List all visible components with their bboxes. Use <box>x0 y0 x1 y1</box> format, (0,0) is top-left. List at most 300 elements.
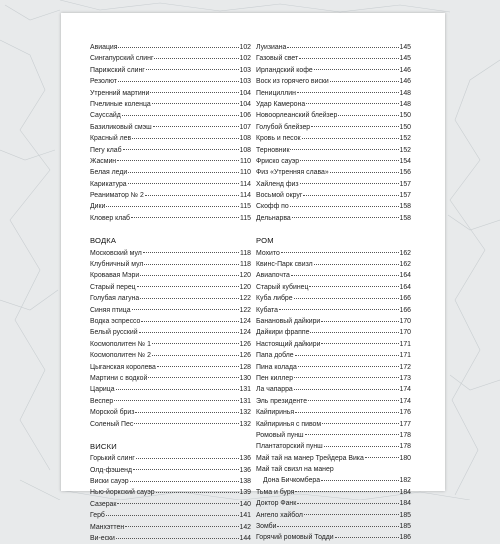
entry-title: Голубая лагуна <box>90 295 140 303</box>
entry-title: Фриско сауэр <box>256 157 300 165</box>
toc-entry <box>256 430 411 441</box>
toc-entry <box>256 156 411 167</box>
entry-page-number: 136 <box>239 466 251 474</box>
toc-entry <box>90 407 251 418</box>
entry-title: Манхэттен <box>90 523 125 531</box>
entry-page-number: 152 <box>399 135 411 143</box>
dot-leader <box>128 172 239 173</box>
toc-entry <box>256 350 411 361</box>
toc-entry <box>90 465 251 476</box>
dot-leader <box>131 217 239 218</box>
entry-page-number: 136 <box>239 455 251 463</box>
entry-title: Кровь и песок <box>256 135 301 143</box>
dot-leader <box>153 126 239 127</box>
dot-leader <box>125 526 238 527</box>
toc-entry <box>256 362 411 373</box>
entry-page-number: 140 <box>239 500 251 508</box>
entry-page-number: 180 <box>399 454 411 462</box>
toc-entry <box>90 533 251 544</box>
toc-entry <box>90 350 251 361</box>
dot-leader <box>132 309 239 310</box>
entry-title: Белая леди <box>90 169 128 177</box>
toc-entry <box>90 373 251 384</box>
entry-page-number: 156 <box>399 169 411 177</box>
entry-page-number: 120 <box>239 272 251 280</box>
entry-title: Авиация <box>90 44 118 51</box>
entry-title: Ромовый пунш <box>256 431 304 439</box>
entry-page-number: 110 <box>240 169 251 177</box>
toc-entry <box>256 384 411 395</box>
entry-title: Физ «Утренняя слава» <box>256 169 329 177</box>
dot-leader <box>116 389 239 390</box>
entry-page-number: 184 <box>399 500 411 508</box>
toc-entry <box>256 487 411 498</box>
dot-leader <box>137 286 239 287</box>
toc-entry <box>90 145 251 156</box>
entry-page-number: 132 <box>239 409 251 417</box>
dot-leader <box>145 195 239 196</box>
toc-entry <box>256 167 411 178</box>
toc-entry <box>90 88 251 99</box>
entry-title: Дики <box>90 203 106 211</box>
entry-title: Дона Бичкомбера <box>263 477 321 485</box>
toc-entry <box>90 156 251 167</box>
toc-entry <box>90 42 251 53</box>
dot-leader <box>308 400 398 401</box>
entry-title: Виски сауэр <box>90 478 129 486</box>
dot-leader <box>311 126 398 127</box>
entry-title: Май тай на манер Трейдера Вика <box>256 454 364 462</box>
entry-page-number: 178 <box>399 443 411 451</box>
entry-page-number: 106 <box>239 112 251 120</box>
book-page <box>61 13 445 543</box>
toc-entry <box>256 133 411 144</box>
entry-title: Резолют <box>90 78 117 86</box>
entry-title: Мартини с водкой <box>90 374 148 382</box>
dot-leader <box>290 149 398 150</box>
toc-entry <box>256 145 411 156</box>
dot-leader <box>122 115 239 116</box>
toc-entry <box>90 53 251 64</box>
entry-page-number: 174 <box>399 386 411 394</box>
entry-title: Московский мул <box>90 249 142 257</box>
dot-leader <box>134 423 238 424</box>
dot-leader <box>321 480 398 481</box>
entry-title: Дайкири фраппе <box>256 329 310 337</box>
entry-title: Банановый дайкири <box>256 318 321 325</box>
dot-leader <box>146 69 239 70</box>
entry-title: Водка эспрессо <box>90 318 141 325</box>
dot-leader <box>294 389 399 390</box>
toc-entry <box>90 282 251 293</box>
entry-page-number: 104 <box>239 100 251 108</box>
dot-leader <box>277 526 398 527</box>
entry-title: Доктор Фанк <box>256 500 297 508</box>
entry-title: Космополитен № 2 <box>90 352 151 360</box>
toc-entry <box>90 510 251 521</box>
entry-title: Старый перец <box>90 283 136 291</box>
toc-entry <box>256 464 411 475</box>
entry-title: Базиликовый смэш <box>90 123 152 131</box>
dot-leader <box>143 252 239 253</box>
entry-title: Олд-фэшенд <box>90 466 132 474</box>
entry-title: Пчелиные коленца <box>90 100 151 108</box>
entry-page-number: 131 <box>239 386 251 394</box>
dot-leader <box>294 377 398 378</box>
entry-page-number: 124 <box>239 329 251 337</box>
entry-page-number: 146 <box>399 66 411 74</box>
toc-entry <box>256 65 411 76</box>
toc-entry <box>256 179 411 190</box>
entry-title: Настоящий дайкири <box>256 340 321 348</box>
dot-leader <box>144 264 239 265</box>
toc-entry <box>256 213 411 224</box>
entry-title: Хайленд физ <box>256 180 299 188</box>
dot-leader <box>324 446 399 447</box>
entry-page-number: 158 <box>399 214 411 222</box>
dot-leader <box>106 206 239 207</box>
dot-leader <box>139 332 239 333</box>
dot-leader <box>152 355 239 356</box>
dot-leader <box>141 321 238 322</box>
dot-leader <box>294 298 399 299</box>
entry-title: Дельнарва <box>256 214 291 222</box>
entry-page-number: 172 <box>399 363 411 371</box>
dot-leader <box>117 160 239 161</box>
entry-page-number: 108 <box>239 146 251 154</box>
entry-title: Сазерак <box>90 500 117 508</box>
toc-entry <box>90 167 251 178</box>
entry-page-number: 118 <box>240 261 251 269</box>
entry-page-number: 115 <box>240 214 251 222</box>
entry-page-number: 164 <box>399 283 411 291</box>
entry-title: Пегу клаб <box>90 146 122 154</box>
dot-leader <box>135 412 238 413</box>
entry-title: Тьма и буря <box>256 488 295 496</box>
toc-entry <box>90 259 251 270</box>
entry-page-number: 146 <box>399 78 411 86</box>
entry-page-number: 120 <box>239 283 251 291</box>
dot-leader <box>117 503 238 504</box>
entry-page-number: 162 <box>399 261 411 269</box>
dot-leader <box>152 343 239 344</box>
dot-leader <box>300 160 398 161</box>
entry-title: Кайпиринья с пивом <box>256 420 322 428</box>
entry-page-number: 103 <box>239 78 251 86</box>
dot-leader <box>150 92 238 93</box>
entry-page-number: 170 <box>399 318 411 325</box>
entry-page-number: 154 <box>399 157 411 165</box>
entry-title: Мохито <box>256 249 280 257</box>
entry-page-number: 102 <box>239 55 251 63</box>
toc-entry <box>90 522 251 533</box>
toc-entry <box>256 190 411 201</box>
entry-title: Голубой блейзер <box>256 123 311 131</box>
toc-section <box>90 235 251 430</box>
dot-leader <box>116 538 239 539</box>
entry-page-number: 152 <box>399 146 411 154</box>
toc-entry <box>90 499 251 510</box>
toc-entry <box>256 453 411 464</box>
toc-entry <box>256 88 411 99</box>
section-heading: ВОДКА <box>90 236 117 246</box>
dot-leader <box>295 412 398 413</box>
dot-leader <box>335 537 399 538</box>
entry-page-number: 176 <box>399 409 411 417</box>
entry-title: Терновник <box>256 146 290 154</box>
toc-entry <box>256 110 411 121</box>
toc-entry <box>90 110 251 121</box>
entry-title: Ирландский кофе <box>256 66 313 74</box>
entry-title: Газовый свет <box>256 55 299 63</box>
toc-entry <box>90 270 251 281</box>
entry-page-number: 115 <box>240 203 251 211</box>
dot-leader <box>290 206 399 207</box>
toc-entry <box>90 213 251 224</box>
entry-page-number: 177 <box>399 420 411 428</box>
entry-title: Жасмин <box>90 157 117 165</box>
entry-title: Луизиана <box>256 44 287 51</box>
dot-leader <box>321 343 398 344</box>
dot-leader <box>306 103 398 104</box>
dot-leader <box>118 47 238 48</box>
toc-entry <box>256 201 411 212</box>
dot-leader <box>314 69 399 70</box>
entry-page-number: 166 <box>399 295 411 303</box>
entry-page-number: 132 <box>239 420 251 428</box>
entry-page-number: 164 <box>399 272 411 280</box>
entry-page-number: 126 <box>239 340 251 348</box>
dot-leader <box>133 469 239 470</box>
entry-page-number: 186 <box>399 534 411 542</box>
entry-title: Воск из горячего виски <box>256 78 329 86</box>
entry-title: Горький слинг <box>90 455 135 463</box>
dot-leader <box>321 321 398 322</box>
entry-title: Зомби <box>256 523 277 531</box>
toc-entry <box>90 248 251 259</box>
dot-leader <box>128 183 239 184</box>
entry-page-number: 148 <box>399 89 411 97</box>
dot-leader <box>106 515 239 516</box>
dot-leader <box>281 252 399 253</box>
toc-section <box>256 235 411 544</box>
dot-leader <box>314 264 399 265</box>
toc-entry <box>256 248 411 259</box>
entry-title: Старый кубинец <box>256 283 309 291</box>
entry-page-number: 124 <box>239 318 251 325</box>
entry-page-number: 174 <box>399 397 411 405</box>
dot-leader <box>297 503 398 504</box>
toc-entry <box>90 305 251 316</box>
entry-title: Реаниматор № 2 <box>90 192 144 200</box>
entry-page-number: 145 <box>399 44 411 51</box>
entry-page-number: 182 <box>399 477 411 485</box>
entry-title: Май тай свизл на манер <box>256 466 334 474</box>
dot-leader <box>298 366 399 367</box>
entry-title: Клубничный мул <box>90 261 144 269</box>
toc-section <box>90 441 251 544</box>
toc-entry <box>90 476 251 487</box>
toc-entry <box>90 122 251 133</box>
dot-leader <box>309 286 398 287</box>
entry-page-number: 185 <box>399 523 411 531</box>
entry-title: Кловер клаб <box>90 214 130 222</box>
entry-page-number: 184 <box>399 488 411 496</box>
toc-entry <box>90 487 251 498</box>
entry-title: Утренний мартини <box>90 89 150 97</box>
entry-title: Нью-йоркский сауэр <box>90 489 155 497</box>
dot-leader <box>300 183 399 184</box>
entry-title: Ангело хайбол <box>256 511 303 519</box>
toc-entry <box>256 99 411 110</box>
toc-entry <box>90 133 251 144</box>
entry-page-number: 171 <box>399 352 411 360</box>
entry-title: Кубата <box>256 306 278 314</box>
toc-entry <box>256 396 411 407</box>
entry-title: Кайпиринья <box>256 409 295 417</box>
toc-entry <box>90 384 251 395</box>
toc-entry <box>90 419 251 430</box>
entry-page-number: 150 <box>399 112 411 120</box>
dot-leader <box>299 58 398 59</box>
entry-title: Веспер <box>90 397 114 405</box>
entry-page-number: 158 <box>399 203 411 211</box>
entry-title: Удар Камерона <box>256 100 306 108</box>
entry-page-number: 173 <box>399 374 411 382</box>
entry-page-number: 139 <box>239 489 251 497</box>
entry-page-number: 130 <box>239 374 251 382</box>
toc-entry <box>256 305 411 316</box>
entry-title: Плантаторский пунш <box>256 443 323 451</box>
dot-leader <box>303 195 398 196</box>
toc-entry <box>256 293 411 304</box>
entry-page-number: 114 <box>240 180 251 188</box>
entry-title: Соленый Пес <box>90 420 134 428</box>
entry-title: Красный лев <box>90 135 132 143</box>
toc-entry <box>256 475 411 486</box>
toc-entry <box>90 362 251 373</box>
toc-entry <box>90 396 251 407</box>
dot-leader <box>157 366 239 367</box>
entry-page-number: 128 <box>239 363 251 371</box>
dot-leader <box>330 81 399 82</box>
toc-entry <box>256 339 411 350</box>
entry-page-number: 170 <box>399 329 411 337</box>
entry-title: Цыганская королева <box>90 363 156 371</box>
dot-leader <box>140 275 238 276</box>
toc-entry <box>256 532 411 543</box>
entry-page-number: 185 <box>399 511 411 519</box>
entry-page-number: 103 <box>239 66 251 74</box>
toc-entry <box>256 53 411 64</box>
entry-page-number: 131 <box>239 397 251 405</box>
entry-title: Квинс-Парк свизл <box>256 261 313 269</box>
entry-page-number: 102 <box>239 44 251 51</box>
entry-page-number: 150 <box>399 123 411 131</box>
toc-entry <box>256 373 411 384</box>
entry-title: Пина колада <box>256 363 297 371</box>
dot-leader <box>130 481 239 482</box>
entry-page-number: 138 <box>239 478 251 486</box>
dot-leader <box>297 92 399 93</box>
toc-entry <box>256 270 411 281</box>
entry-title: Эль президенте <box>256 397 308 405</box>
entry-title: Синяя птица <box>90 306 131 314</box>
entry-page-number: 157 <box>399 192 411 200</box>
toc-entry <box>90 316 251 327</box>
dot-leader <box>291 275 399 276</box>
dot-leader <box>302 138 399 139</box>
entry-page-number: 166 <box>399 306 411 314</box>
toc-entry <box>256 521 411 532</box>
toc-entry <box>256 419 411 430</box>
entry-title: Ла чапарра <box>256 386 293 394</box>
toc-entry <box>256 122 411 133</box>
entry-title: Папа добле <box>256 352 294 360</box>
toc-entry <box>256 76 411 87</box>
toc-section <box>90 42 251 224</box>
toc-entry <box>90 453 251 464</box>
dot-leader <box>152 103 239 104</box>
toc-right-column <box>256 42 411 544</box>
entry-page-number: 157 <box>399 180 411 188</box>
dot-leader <box>310 332 398 333</box>
entry-title: Сингапурский слинг <box>90 55 154 63</box>
dot-leader <box>114 400 238 401</box>
section-heading: РОМ <box>256 236 274 246</box>
toc-entry <box>256 407 411 418</box>
dot-leader <box>140 298 238 299</box>
dot-leader <box>305 434 399 435</box>
toc-entry <box>90 99 251 110</box>
dot-leader <box>365 457 399 458</box>
entry-title: Кровавая Мэри <box>90 272 140 280</box>
entry-page-number: 141 <box>239 512 251 520</box>
entry-page-number: 162 <box>399 249 411 257</box>
entry-page-number: 118 <box>240 249 251 257</box>
entry-title: Карикатура <box>90 180 127 188</box>
entry-page-number: 122 <box>239 295 251 303</box>
dot-leader <box>304 514 399 515</box>
entry-page-number: 171 <box>399 340 411 348</box>
entry-title: Куба либре <box>256 295 293 303</box>
toc-entry <box>256 259 411 270</box>
entry-page-number: 142 <box>239 523 251 531</box>
section-heading: ВИСКИ <box>90 441 117 451</box>
dot-leader <box>154 58 238 59</box>
dot-leader <box>136 458 239 459</box>
dot-leader <box>123 149 239 150</box>
entry-page-number: 178 <box>399 431 411 439</box>
entry-page-number: 107 <box>239 123 251 131</box>
entry-title: Белый русский <box>90 329 138 337</box>
entry-title: Горячий ромовый Тодди <box>256 534 334 542</box>
entry-title: Герб <box>90 512 105 520</box>
dot-leader <box>156 492 239 493</box>
dot-leader <box>292 217 399 218</box>
toc-entry <box>256 282 411 293</box>
dot-leader <box>118 81 239 82</box>
entry-title: Авиапочта <box>256 272 290 280</box>
toc-entry <box>90 76 251 87</box>
entry-page-number: 148 <box>399 100 411 108</box>
dot-leader <box>295 355 399 356</box>
dot-leader <box>279 309 399 310</box>
dot-leader <box>330 172 399 173</box>
toc-entry <box>256 327 411 338</box>
toc-entry <box>90 293 251 304</box>
entry-title: Пенициллин <box>256 89 296 97</box>
